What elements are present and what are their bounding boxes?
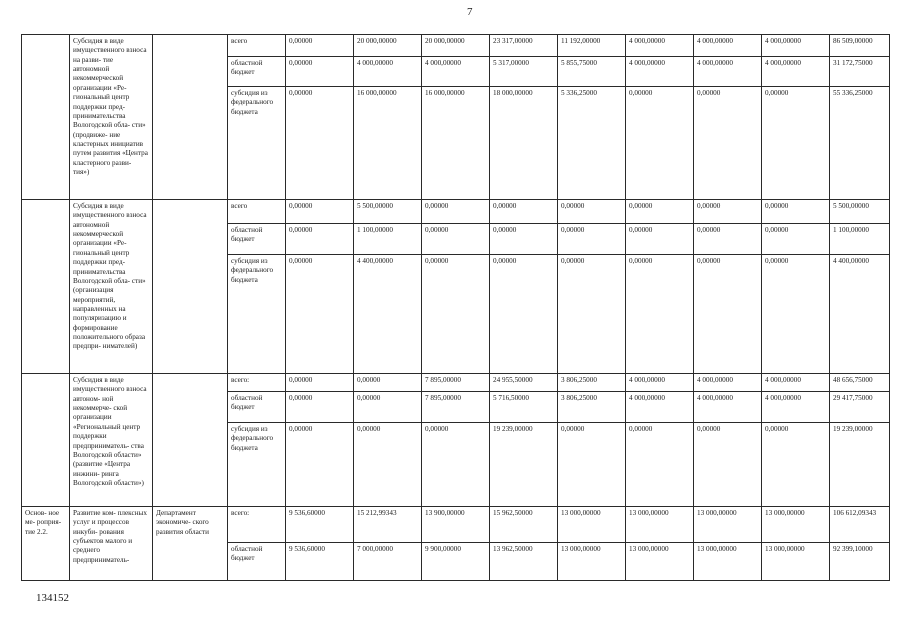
funding-source-cell: субсидия из федерального бюджета [228,255,286,374]
funding-source-cell: областной бюджет [228,543,286,581]
year-value-cell: 19 239,00000 [490,423,558,507]
measure-description-cell: Развитие ком- плексных услуг и процессов инкуби- рования субъектов малого и среднего предприниматель- [70,507,153,581]
year-value-cell: 4 400,00000 [354,255,422,374]
year-value-cell: 4 000,00000 [694,35,762,57]
year-value-cell: 0,00000 [286,200,354,224]
year-value-cell: 13 962,50000 [490,543,558,581]
year-value-cell: 3 806,25000 [558,374,626,392]
funding-source-cell: всего: [228,374,286,392]
year-value-cell: 0,00000 [762,255,830,374]
year-value-cell: 13 000,00000 [694,507,762,543]
year-value-cell: 13 000,00000 [626,543,694,581]
year-value-cell: 0,00000 [558,200,626,224]
executor-cell [153,374,228,507]
year-value-cell: 4 000,00000 [694,374,762,392]
year-value-cell: 13 000,00000 [626,507,694,543]
year-value-cell: 4 000,00000 [626,35,694,57]
table-row [22,374,890,392]
year-value-cell: 0,00000 [558,255,626,374]
year-value-cell: 5 716,50000 [490,392,558,423]
year-value-cell: 0,00000 [286,57,354,87]
year-value-cell: 9 536,60000 [286,507,354,543]
year-value-cell: 4 000,00000 [354,57,422,87]
year-value-cell: 13 000,00000 [558,543,626,581]
year-value-cell: 3 806,25000 [558,392,626,423]
year-value-cell: 20 000,00000 [422,35,490,57]
year-value-cell: 4 000,00000 [762,392,830,423]
year-value-cell: 5 317,00000 [490,57,558,87]
total-value-cell: 48 656,75000 [830,374,890,392]
year-value-cell: 0,00000 [286,255,354,374]
year-value-cell: 0,00000 [354,423,422,507]
executor-cell [153,35,228,200]
year-value-cell: 0,00000 [694,224,762,255]
table-row [22,200,890,224]
year-value-cell: 0,00000 [762,224,830,255]
total-value-cell: 19 239,00000 [830,423,890,507]
year-value-cell: 0,00000 [286,87,354,200]
budget-table [21,34,890,581]
year-value-cell: 18 000,00000 [490,87,558,200]
measure-description-cell: Субсидия в виде имущественного взноса на разви- тие автономной некоммерческой организации «Ре- гиональный центр поддержки пред- принимательства Вологодской обла- сти» (продвиже- ние кластерных инициатив путем развития «Центра кластерного разви- тия») [70,35,153,200]
year-value-cell: 0,00000 [626,200,694,224]
year-value-cell: 0,00000 [762,423,830,507]
year-value-cell: 0,00000 [490,255,558,374]
year-value-cell: 13 000,00000 [558,507,626,543]
total-value-cell: 92 399,10000 [830,543,890,581]
year-value-cell: 0,00000 [762,200,830,224]
year-value-cell: 4 000,00000 [762,374,830,392]
year-value-cell: 13 000,00000 [762,543,830,581]
year-value-cell: 13 900,00000 [422,507,490,543]
year-value-cell: 0,00000 [558,423,626,507]
funding-source-cell: всего: [228,507,286,543]
year-value-cell: 4 000,00000 [762,57,830,87]
year-value-cell: 13 000,00000 [694,543,762,581]
year-value-cell: 0,00000 [286,224,354,255]
year-value-cell: 0,00000 [422,255,490,374]
total-value-cell: 106 612,09343 [830,507,890,543]
year-value-cell: 24 955,50000 [490,374,558,392]
total-value-cell: 29 417,75000 [830,392,890,423]
document-code: 134152 [36,592,69,604]
year-value-cell: 15 212,99343 [354,507,422,543]
year-value-cell: 4 000,00000 [626,392,694,423]
measure-number-cell: Основ- ное ме- роприя- тие 2.2. [22,507,70,581]
year-value-cell: 23 317,00000 [490,35,558,57]
year-value-cell: 15 962,50000 [490,507,558,543]
funding-source-cell: областной бюджет [228,224,286,255]
year-value-cell: 0,00000 [354,392,422,423]
year-value-cell: 0,00000 [422,200,490,224]
year-value-cell: 0,00000 [286,423,354,507]
year-value-cell: 0,00000 [626,87,694,200]
executor-cell [153,200,228,374]
measure-description-cell: Субсидия в виде имущественного взноса автономной некоммерческой организации «Ре- гиональный центр поддержки пред- принимательства Вологодской обла- сти» (организация мероприятий, направленных на популяризацию и формирование положительного образа предпри- нимателей) [70,200,153,374]
year-value-cell: 0,00000 [626,423,694,507]
total-value-cell: 31 172,75000 [830,57,890,87]
year-value-cell: 0,00000 [286,392,354,423]
year-value-cell: 0,00000 [286,374,354,392]
year-value-cell: 4 000,00000 [694,392,762,423]
year-value-cell: 0,00000 [694,87,762,200]
year-value-cell: 5 500,00000 [354,200,422,224]
year-value-cell: 0,00000 [490,200,558,224]
funding-source-cell: всего [228,35,286,57]
total-value-cell: 86 509,00000 [830,35,890,57]
year-value-cell: 0,00000 [422,423,490,507]
total-value-cell: 4 400,00000 [830,255,890,374]
year-value-cell: 5 855,75000 [558,57,626,87]
year-value-cell: 20 000,00000 [354,35,422,57]
year-value-cell: 7 895,00000 [422,374,490,392]
year-value-cell: 9 536,60000 [286,543,354,581]
year-value-cell: 7 000,00000 [354,543,422,581]
year-value-cell: 11 192,00000 [558,35,626,57]
year-value-cell: 0,00000 [694,423,762,507]
funding-source-cell: субсидия из федерального бюджета [228,87,286,200]
year-value-cell: 5 336,25000 [558,87,626,200]
measure-number-cell [22,374,70,507]
year-value-cell: 7 895,00000 [422,392,490,423]
year-value-cell: 0,00000 [762,87,830,200]
year-value-cell: 0,00000 [286,35,354,57]
executor-cell: Департамент экономиче- ского развития области [153,507,228,581]
year-value-cell: 4 000,00000 [762,35,830,57]
year-value-cell: 0,00000 [626,255,694,374]
year-value-cell: 0,00000 [422,224,490,255]
year-value-cell: 9 900,00000 [422,543,490,581]
year-value-cell: 13 000,00000 [762,507,830,543]
year-value-cell: 0,00000 [626,224,694,255]
measure-number-cell [22,200,70,374]
year-value-cell: 0,00000 [354,374,422,392]
funding-source-cell: областной бюджет [228,57,286,87]
funding-source-cell: субсидия из федерального бюджета [228,423,286,507]
year-value-cell: 4 000,00000 [694,57,762,87]
year-value-cell: 0,00000 [558,224,626,255]
measure-number-cell [22,35,70,200]
table-row [22,35,890,57]
funding-source-cell: областной бюджет [228,392,286,423]
year-value-cell: 16 000,00000 [354,87,422,200]
table-row [22,507,890,543]
year-value-cell: 4 000,00000 [626,57,694,87]
total-value-cell: 5 500,00000 [830,200,890,224]
year-value-cell: 0,00000 [694,200,762,224]
total-value-cell: 1 100,00000 [830,224,890,255]
year-value-cell: 0,00000 [490,224,558,255]
total-value-cell: 55 336,25000 [830,87,890,200]
year-value-cell: 4 000,00000 [422,57,490,87]
year-value-cell: 16 000,00000 [422,87,490,200]
funding-source-cell: всего [228,200,286,224]
measure-description-cell: Субсидия в виде имущественного взноса автоном- ной некоммерче- ской организации «Региональный центр поддержки предприниматель- ства Вологодской области» (развитие «Центра инжини- ринга Вологодской области») [70,374,153,507]
year-value-cell: 0,00000 [694,255,762,374]
year-value-cell: 4 000,00000 [626,374,694,392]
year-value-cell: 1 100,00000 [354,224,422,255]
page-number: 7 [467,6,473,18]
